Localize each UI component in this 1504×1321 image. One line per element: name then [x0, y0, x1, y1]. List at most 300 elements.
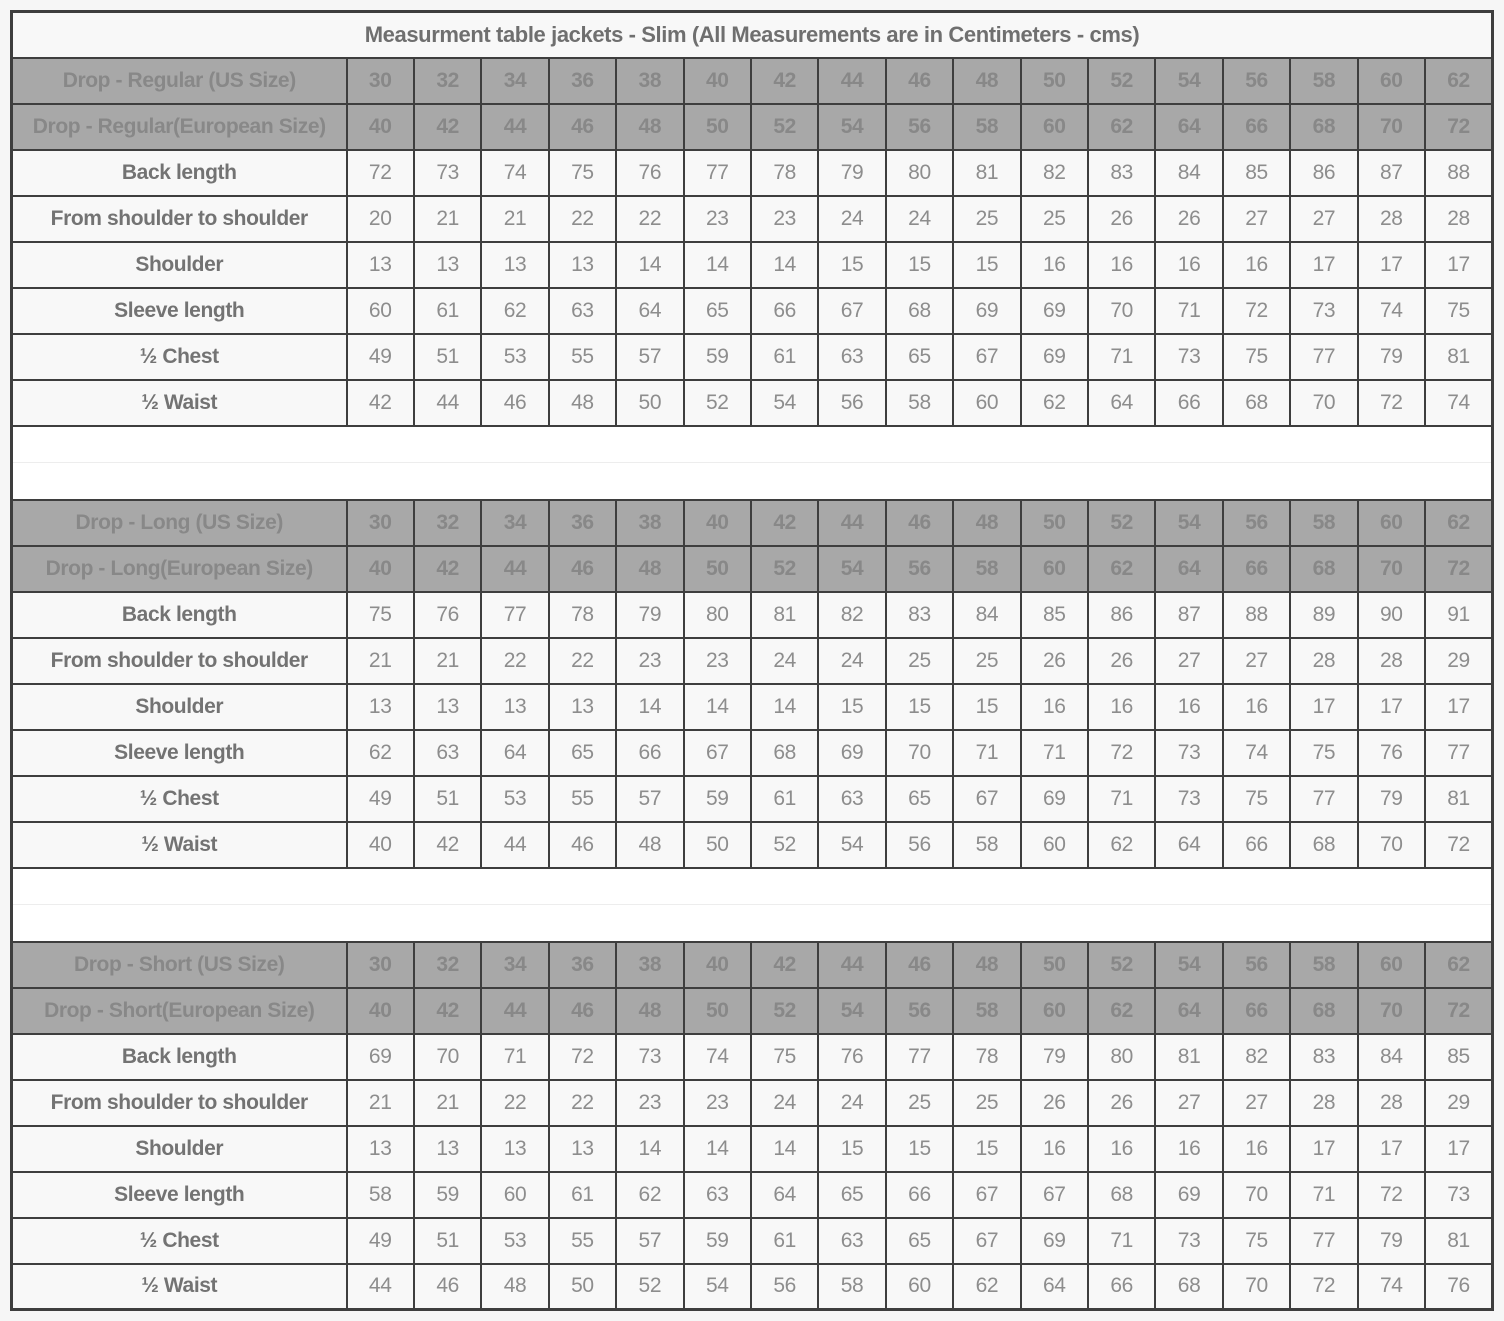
measurement-row [12, 1034, 1493, 1080]
measurement-cell: 54 [684, 1264, 751, 1310]
row-label: ½ Waist [12, 822, 347, 868]
measurement-cell: 13 [414, 242, 481, 288]
measurement-cell: 62 [347, 730, 414, 776]
measurement-cell: 14 [751, 1126, 818, 1172]
measurement-cell: 74 [684, 1034, 751, 1080]
measurement-cell: 22 [549, 1080, 616, 1126]
measurement-cell: 26 [1088, 638, 1155, 684]
measurement-row [12, 1264, 1493, 1310]
measurement-cell: 59 [684, 334, 751, 380]
measurement-cell: 16 [1021, 242, 1088, 288]
measurement-cell: 76 [414, 592, 481, 638]
measurement-cell: 13 [414, 1126, 481, 1172]
row-label: Sleeve length [12, 288, 347, 334]
row-label: ½ Waist [12, 1264, 347, 1310]
measurement-cell: 66 [1155, 380, 1222, 426]
measurement-cell: 70 [1358, 822, 1425, 868]
eu-size-header-cell: 56 [886, 104, 953, 150]
measurement-cell: 49 [347, 334, 414, 380]
measurement-cell: 13 [549, 242, 616, 288]
measurement-cell: 65 [818, 1172, 885, 1218]
us-size-header-cell: 44 [818, 58, 885, 104]
measurement-cell: 17 [1290, 684, 1357, 730]
measurement-cell: 25 [1021, 196, 1088, 242]
measurement-cell: 59 [684, 776, 751, 822]
measurement-cell: 22 [481, 638, 548, 684]
measurement-cell: 81 [953, 150, 1020, 196]
us-size-header-cell: 50 [1021, 500, 1088, 546]
row-label: Shoulder [12, 1126, 347, 1172]
measurement-cell: 57 [616, 334, 683, 380]
measurement-cell: 71 [1021, 730, 1088, 776]
measurement-cell: 58 [886, 380, 953, 426]
measurement-cell: 15 [953, 242, 1020, 288]
measurement-cell: 56 [818, 380, 885, 426]
measurement-cell: 81 [1425, 776, 1493, 822]
measurement-cell: 70 [414, 1034, 481, 1080]
measurement-cell: 77 [1290, 334, 1357, 380]
eu-size-header-row [12, 546, 1493, 592]
measurement-cell: 72 [1425, 822, 1493, 868]
measurement-cell: 83 [886, 592, 953, 638]
measurement-cell: 13 [481, 1126, 548, 1172]
eu-size-header-cell: 54 [818, 546, 885, 592]
size-system-label: Drop - Regular(European Size) [12, 104, 347, 150]
measurement-cell: 15 [953, 684, 1020, 730]
eu-size-header-cell: 66 [1223, 104, 1290, 150]
us-size-header-cell: 54 [1155, 500, 1222, 546]
eu-size-header-cell: 66 [1223, 546, 1290, 592]
row-label: ½ Chest [12, 334, 347, 380]
measurement-cell: 69 [1021, 288, 1088, 334]
eu-size-header-cell: 48 [616, 546, 683, 592]
table-title: Measurment table jackets - Slim (All Measurements are in Centimeters - cms) [12, 12, 1493, 58]
measurement-cell: 16 [1088, 1126, 1155, 1172]
measurement-cell: 75 [1290, 730, 1357, 776]
eu-size-header-cell: 40 [347, 988, 414, 1034]
measurement-cell: 60 [347, 288, 414, 334]
measurement-cell: 81 [1155, 1034, 1222, 1080]
measurement-cell: 27 [1223, 1080, 1290, 1126]
measurement-cell: 74 [1425, 380, 1493, 426]
measurement-cell: 46 [481, 380, 548, 426]
measurement-cell: 48 [481, 1264, 548, 1310]
us-size-header-cell: 52 [1088, 500, 1155, 546]
measurement-cell: 79 [1021, 1034, 1088, 1080]
measurement-cell: 55 [549, 1218, 616, 1264]
measurement-cell: 40 [347, 822, 414, 868]
measurement-cell: 53 [481, 776, 548, 822]
measurement-cell: 21 [347, 638, 414, 684]
section-spacer [12, 905, 1493, 942]
us-size-header-cell: 36 [549, 942, 616, 988]
us-size-header-cell: 34 [481, 942, 548, 988]
measurement-cell: 50 [616, 380, 683, 426]
measurement-cell: 85 [1021, 592, 1088, 638]
row-label: Back length [12, 150, 347, 196]
measurement-cell: 21 [347, 1080, 414, 1126]
measurement-cell: 16 [1155, 242, 1222, 288]
measurement-cell: 60 [886, 1264, 953, 1310]
section-spacer-row [12, 905, 1493, 942]
measurement-cell: 83 [1290, 1034, 1357, 1080]
eu-size-header-cell: 68 [1290, 546, 1357, 592]
eu-size-header-cell: 50 [684, 546, 751, 592]
measurement-row [12, 288, 1493, 334]
measurement-cell: 70 [1223, 1172, 1290, 1218]
us-size-header-cell: 40 [684, 942, 751, 988]
us-size-header-cell: 48 [953, 942, 1020, 988]
us-size-header-cell: 52 [1088, 942, 1155, 988]
row-label: From shoulder to shoulder [12, 1080, 347, 1126]
measurement-cell: 52 [684, 380, 751, 426]
us-size-header-cell: 38 [616, 58, 683, 104]
measurement-cell: 21 [414, 196, 481, 242]
measurement-cell: 64 [481, 730, 548, 776]
measurement-cell: 72 [1358, 1172, 1425, 1218]
measurement-cell: 28 [1290, 1080, 1357, 1126]
measurement-cell: 81 [1425, 334, 1493, 380]
us-size-header-cell: 36 [549, 58, 616, 104]
eu-size-header-cell: 52 [751, 546, 818, 592]
eu-size-header-cell: 60 [1021, 104, 1088, 150]
us-size-header-cell: 58 [1290, 500, 1357, 546]
measurement-cell: 28 [1358, 196, 1425, 242]
eu-size-header-cell: 70 [1358, 104, 1425, 150]
measurement-cell: 77 [684, 150, 751, 196]
measurement-cell: 22 [616, 196, 683, 242]
measurement-cell: 58 [953, 822, 1020, 868]
measurement-cell: 23 [684, 638, 751, 684]
measurement-cell: 58 [818, 1264, 885, 1310]
us-size-header-cell: 56 [1223, 58, 1290, 104]
measurement-row [12, 638, 1493, 684]
us-size-header-cell: 34 [481, 58, 548, 104]
measurement-cell: 64 [1155, 822, 1222, 868]
measurement-cell: 65 [684, 288, 751, 334]
measurement-cell: 87 [1358, 150, 1425, 196]
measurement-cell: 27 [1223, 196, 1290, 242]
measurement-cell: 77 [1425, 730, 1493, 776]
measurement-cell: 62 [481, 288, 548, 334]
eu-size-header-row [12, 104, 1493, 150]
measurement-cell: 66 [1088, 1264, 1155, 1310]
eu-size-header-cell: 58 [953, 988, 1020, 1034]
eu-size-header-cell: 42 [414, 988, 481, 1034]
us-size-header-cell: 30 [347, 58, 414, 104]
us-size-header-cell: 30 [347, 500, 414, 546]
measurement-cell: 80 [1088, 1034, 1155, 1080]
us-size-header-cell: 58 [1290, 58, 1357, 104]
measurement-cell: 66 [751, 288, 818, 334]
measurement-cell: 69 [953, 288, 1020, 334]
measurement-cell: 62 [1021, 380, 1088, 426]
measurement-cell: 63 [818, 1218, 885, 1264]
eu-size-header-cell: 54 [818, 104, 885, 150]
measurement-cell: 62 [616, 1172, 683, 1218]
measurement-cell: 81 [1425, 1218, 1493, 1264]
measurement-cell: 29 [1425, 1080, 1493, 1126]
measurement-cell: 78 [751, 150, 818, 196]
eu-size-header-cell: 72 [1425, 546, 1493, 592]
measurement-cell: 52 [751, 822, 818, 868]
us-size-header-cell: 48 [953, 500, 1020, 546]
measurement-cell: 76 [1358, 730, 1425, 776]
measurement-cell: 22 [549, 638, 616, 684]
measurement-cell: 15 [818, 242, 885, 288]
measurement-cell: 68 [1290, 822, 1357, 868]
measurement-cell: 68 [751, 730, 818, 776]
measurement-cell: 76 [1425, 1264, 1493, 1310]
measurement-cell: 25 [886, 638, 953, 684]
measurement-cell: 50 [684, 822, 751, 868]
us-size-header-cell: 38 [616, 942, 683, 988]
eu-size-header-cell: 64 [1155, 988, 1222, 1034]
measurement-cell: 17 [1425, 684, 1493, 730]
eu-size-header-cell: 70 [1358, 546, 1425, 592]
measurement-cell: 66 [1223, 822, 1290, 868]
us-size-header-cell: 32 [414, 500, 481, 546]
measurement-cell: 44 [481, 822, 548, 868]
us-size-header-row [12, 500, 1493, 546]
measurement-cell: 61 [751, 776, 818, 822]
measurement-cell: 46 [414, 1264, 481, 1310]
measurement-cell: 55 [549, 776, 616, 822]
row-label: Back length [12, 1034, 347, 1080]
measurement-cell: 24 [886, 196, 953, 242]
measurement-cell: 79 [1358, 776, 1425, 822]
measurement-row [12, 822, 1493, 868]
eu-size-header-cell: 64 [1155, 104, 1222, 150]
us-size-header-cell: 42 [751, 58, 818, 104]
measurement-cell: 69 [1021, 1218, 1088, 1264]
measurement-cell: 82 [1223, 1034, 1290, 1080]
measurement-cell: 17 [1358, 242, 1425, 288]
eu-size-header-cell: 50 [684, 988, 751, 1034]
measurement-cell: 14 [616, 684, 683, 730]
measurement-cell: 74 [1223, 730, 1290, 776]
section-spacer-row [12, 426, 1493, 463]
measurement-cell: 51 [414, 1218, 481, 1264]
measurement-cell: 27 [1155, 1080, 1222, 1126]
measurement-cell: 68 [1155, 1264, 1222, 1310]
measurement-cell: 72 [1290, 1264, 1357, 1310]
measurement-cell: 76 [818, 1034, 885, 1080]
measurement-cell: 61 [414, 288, 481, 334]
measurement-cell: 73 [414, 150, 481, 196]
eu-size-header-cell: 42 [414, 546, 481, 592]
measurement-row [12, 1126, 1493, 1172]
measurement-cell: 65 [886, 776, 953, 822]
measurement-cell: 67 [953, 1172, 1020, 1218]
measurement-row [12, 1080, 1493, 1126]
measurement-cell: 60 [481, 1172, 548, 1218]
measurement-cell: 16 [1223, 684, 1290, 730]
measurement-cell: 27 [1155, 638, 1222, 684]
eu-size-header-cell: 42 [414, 104, 481, 150]
measurement-cell: 73 [1155, 776, 1222, 822]
measurement-cell: 63 [684, 1172, 751, 1218]
measurement-cell: 44 [347, 1264, 414, 1310]
row-label: Sleeve length [12, 730, 347, 776]
us-size-header-cell: 34 [481, 500, 548, 546]
measurement-cell: 42 [414, 822, 481, 868]
measurement-cell: 77 [1290, 776, 1357, 822]
measurement-cell: 84 [1358, 1034, 1425, 1080]
measurement-cell: 75 [1223, 776, 1290, 822]
measurement-cell: 88 [1223, 592, 1290, 638]
measurement-cell: 52 [616, 1264, 683, 1310]
measurement-row [12, 776, 1493, 822]
eu-size-header-cell: 60 [1021, 546, 1088, 592]
us-size-header-cell: 30 [347, 942, 414, 988]
measurement-cell: 61 [751, 334, 818, 380]
measurement-cell: 84 [953, 592, 1020, 638]
measurement-cell: 14 [751, 684, 818, 730]
eu-size-header-row [12, 988, 1493, 1034]
measurement-cell: 13 [549, 684, 616, 730]
measurement-cell: 79 [1358, 334, 1425, 380]
measurement-cell: 72 [1088, 730, 1155, 776]
measurement-cell: 70 [1290, 380, 1357, 426]
us-size-header-cell: 62 [1425, 500, 1493, 546]
measurement-cell: 72 [1223, 288, 1290, 334]
us-size-header-cell: 56 [1223, 942, 1290, 988]
measurement-cell: 83 [1088, 150, 1155, 196]
eu-size-header-cell: 44 [481, 988, 548, 1034]
us-size-header-cell: 38 [616, 500, 683, 546]
row-label: Back length [12, 592, 347, 638]
row-label: Shoulder [12, 242, 347, 288]
eu-size-header-cell: 56 [886, 546, 953, 592]
row-label: From shoulder to shoulder [12, 196, 347, 242]
measurement-cell: 26 [1155, 196, 1222, 242]
measurement-cell: 22 [481, 1080, 548, 1126]
measurement-cell: 22 [549, 196, 616, 242]
measurement-row [12, 592, 1493, 638]
measurement-cell: 87 [1155, 592, 1222, 638]
eu-size-header-cell: 68 [1290, 104, 1357, 150]
eu-size-header-cell: 58 [953, 104, 1020, 150]
measurement-cell: 16 [1021, 684, 1088, 730]
us-size-header-cell: 32 [414, 58, 481, 104]
measurement-cell: 59 [414, 1172, 481, 1218]
measurement-cell: 75 [1425, 288, 1493, 334]
section-spacer [12, 463, 1493, 500]
eu-size-header-cell: 56 [886, 988, 953, 1034]
eu-size-header-cell: 52 [751, 988, 818, 1034]
measurement-cell: 73 [1155, 730, 1222, 776]
us-size-header-cell: 48 [953, 58, 1020, 104]
measurement-cell: 70 [886, 730, 953, 776]
measurement-cell: 60 [1021, 822, 1088, 868]
measurement-cell: 72 [1358, 380, 1425, 426]
measurement-cell: 73 [1155, 334, 1222, 380]
measurement-cell: 88 [1425, 150, 1493, 196]
eu-size-header-cell: 62 [1088, 988, 1155, 1034]
measurement-cell: 77 [1290, 1218, 1357, 1264]
measurement-cell: 53 [481, 1218, 548, 1264]
us-size-header-cell: 42 [751, 942, 818, 988]
measurement-cell: 91 [1425, 592, 1493, 638]
measurement-cell: 80 [684, 592, 751, 638]
eu-size-header-cell: 70 [1358, 988, 1425, 1034]
title-row [12, 12, 1493, 58]
measurement-cell: 70 [1223, 1264, 1290, 1310]
measurement-cell: 14 [616, 1126, 683, 1172]
measurement-cell: 63 [549, 288, 616, 334]
size-system-label: Drop - Long (US Size) [12, 500, 347, 546]
measurement-cell: 17 [1425, 242, 1493, 288]
measurement-cell: 62 [953, 1264, 1020, 1310]
measurement-cell: 27 [1223, 638, 1290, 684]
measurement-cell: 69 [818, 730, 885, 776]
measurement-cell: 79 [818, 150, 885, 196]
section-spacer-row [12, 463, 1493, 500]
measurement-cell: 13 [347, 242, 414, 288]
measurement-cell: 13 [481, 242, 548, 288]
measurement-cell: 27 [1290, 196, 1357, 242]
us-size-header-cell: 60 [1358, 942, 1425, 988]
measurement-cell: 13 [414, 684, 481, 730]
measurement-cell: 23 [616, 1080, 683, 1126]
measurement-cell: 26 [1021, 1080, 1088, 1126]
measurement-cell: 51 [414, 776, 481, 822]
section-spacer-row [12, 868, 1493, 905]
size-system-label: Drop - Regular (US Size) [12, 58, 347, 104]
measurement-cell: 21 [481, 196, 548, 242]
measurement-cell: 79 [1358, 1218, 1425, 1264]
row-label: Sleeve length [12, 1172, 347, 1218]
us-size-header-cell: 50 [1021, 58, 1088, 104]
measurement-row [12, 1172, 1493, 1218]
measurement-cell: 67 [953, 1218, 1020, 1264]
measurement-cell: 48 [616, 822, 683, 868]
row-label: ½ Chest [12, 776, 347, 822]
us-size-header-cell: 44 [818, 942, 885, 988]
us-size-header-cell: 46 [886, 58, 953, 104]
measurement-cell: 16 [1155, 684, 1222, 730]
eu-size-header-cell: 72 [1425, 104, 1493, 150]
us-size-header-cell: 40 [684, 58, 751, 104]
measurement-cell: 28 [1358, 1080, 1425, 1126]
measurement-cell: 14 [684, 242, 751, 288]
measurement-cell: 85 [1223, 150, 1290, 196]
measurement-cell: 23 [751, 196, 818, 242]
measurement-cell: 59 [684, 1218, 751, 1264]
measurement-cell: 16 [1223, 242, 1290, 288]
measurement-cell: 86 [1088, 592, 1155, 638]
measurement-cell: 75 [1223, 334, 1290, 380]
us-size-header-cell: 56 [1223, 500, 1290, 546]
measurement-cell: 14 [684, 1126, 751, 1172]
measurement-cell: 21 [414, 1080, 481, 1126]
measurement-cell: 72 [347, 150, 414, 196]
measurement-cell: 75 [1223, 1218, 1290, 1264]
measurement-cell: 69 [347, 1034, 414, 1080]
measurement-cell: 17 [1290, 1126, 1357, 1172]
eu-size-header-cell: 50 [684, 104, 751, 150]
measurement-cell: 29 [1425, 638, 1493, 684]
measurement-row [12, 242, 1493, 288]
measurement-cell: 13 [481, 684, 548, 730]
us-size-header-cell: 36 [549, 500, 616, 546]
us-size-header-cell: 52 [1088, 58, 1155, 104]
measurement-cell: 24 [751, 638, 818, 684]
measurement-cell: 77 [481, 592, 548, 638]
section-spacer [12, 868, 1493, 905]
measurement-cell: 26 [1088, 1080, 1155, 1126]
